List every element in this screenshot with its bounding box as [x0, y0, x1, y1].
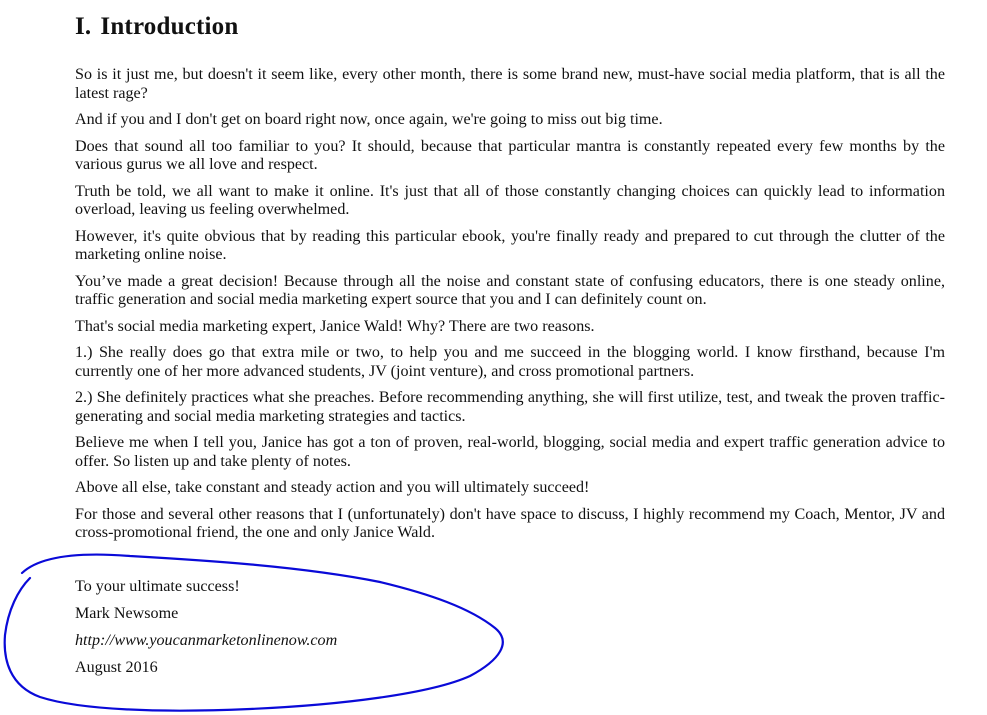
paragraph: You’ve made a great decision! Because through all the noise and constant state of confusing educators, there is one steady online, traffic generation and social media marketing expert source that you and I can definitely count on. — [75, 272, 945, 308]
paragraph: For those and several other reasons that I (unfortunately) don't have space to discuss, I highly recommend my Coach, Mentor, JV and cross-promotional friend, the one and only Janice Wald. — [75, 505, 945, 541]
paragraph: Does that sound all too familiar to you? It should, because that particular mantra is constantly repeated every few months by the various gurus we all love and respect. — [75, 137, 945, 173]
section-heading — [75, 0, 945, 42]
date-line: August 2016 — [75, 659, 158, 676]
paragraph: Above all else, take constant and steady action and you will ultimately succeed! — [75, 479, 590, 496]
body-text — [75, 66, 945, 543]
document-page — [75, 0, 945, 551]
paragraph: That's social media marketing expert, Janice Wald! Why? There are two reasons. — [75, 317, 595, 335]
section-number: I. — [75, 13, 92, 40]
website-url[interactable]: http://www.youcanmarketonlinenow.com — [75, 632, 338, 649]
paragraph: 2.) She definitely practices what she preaches. Before recommending anything, she will first utilize, test, and tweak the proven traffic-generating and social media marketing strategies and tactics. — [75, 389, 945, 425]
closing-line: To your ultimate success! — [75, 578, 240, 595]
paragraph: Believe me when I tell you, Janice has got a ton of proven, real-world, blogging, social media and expert traffic generation advice to offer. So listen up and take plenty of notes. — [75, 434, 945, 470]
signoff-block — [75, 578, 495, 686]
author-name: Mark Newsome — [75, 605, 179, 622]
paragraph: Truth be told, we all want to make it online. It's just that all of those constantly changing choices can quickly lead to information overload, leaving us feeling overwhelmed. — [75, 182, 945, 218]
paragraph: So is it just me, but doesn't it seem like, every other month, there is some brand new, must-have social media platform, that is all the latest rage? — [75, 66, 945, 102]
paragraph: And if you and I don't get on board right now, once again, we're going to miss out big time. — [75, 111, 663, 128]
paragraph: However, it's quite obvious that by reading this particular ebook, you're finally ready and prepared to cut through the clutter of the marketing online noise. — [75, 227, 945, 263]
paragraph: 1.) She really does go that extra mile or two, to help you and me succeed in the blogging world. I know firsthand, because I'm currently one of her more advanced students, JV (joint venture), and cross promotional partners. — [75, 344, 945, 380]
section-title: Introduction — [100, 13, 239, 40]
